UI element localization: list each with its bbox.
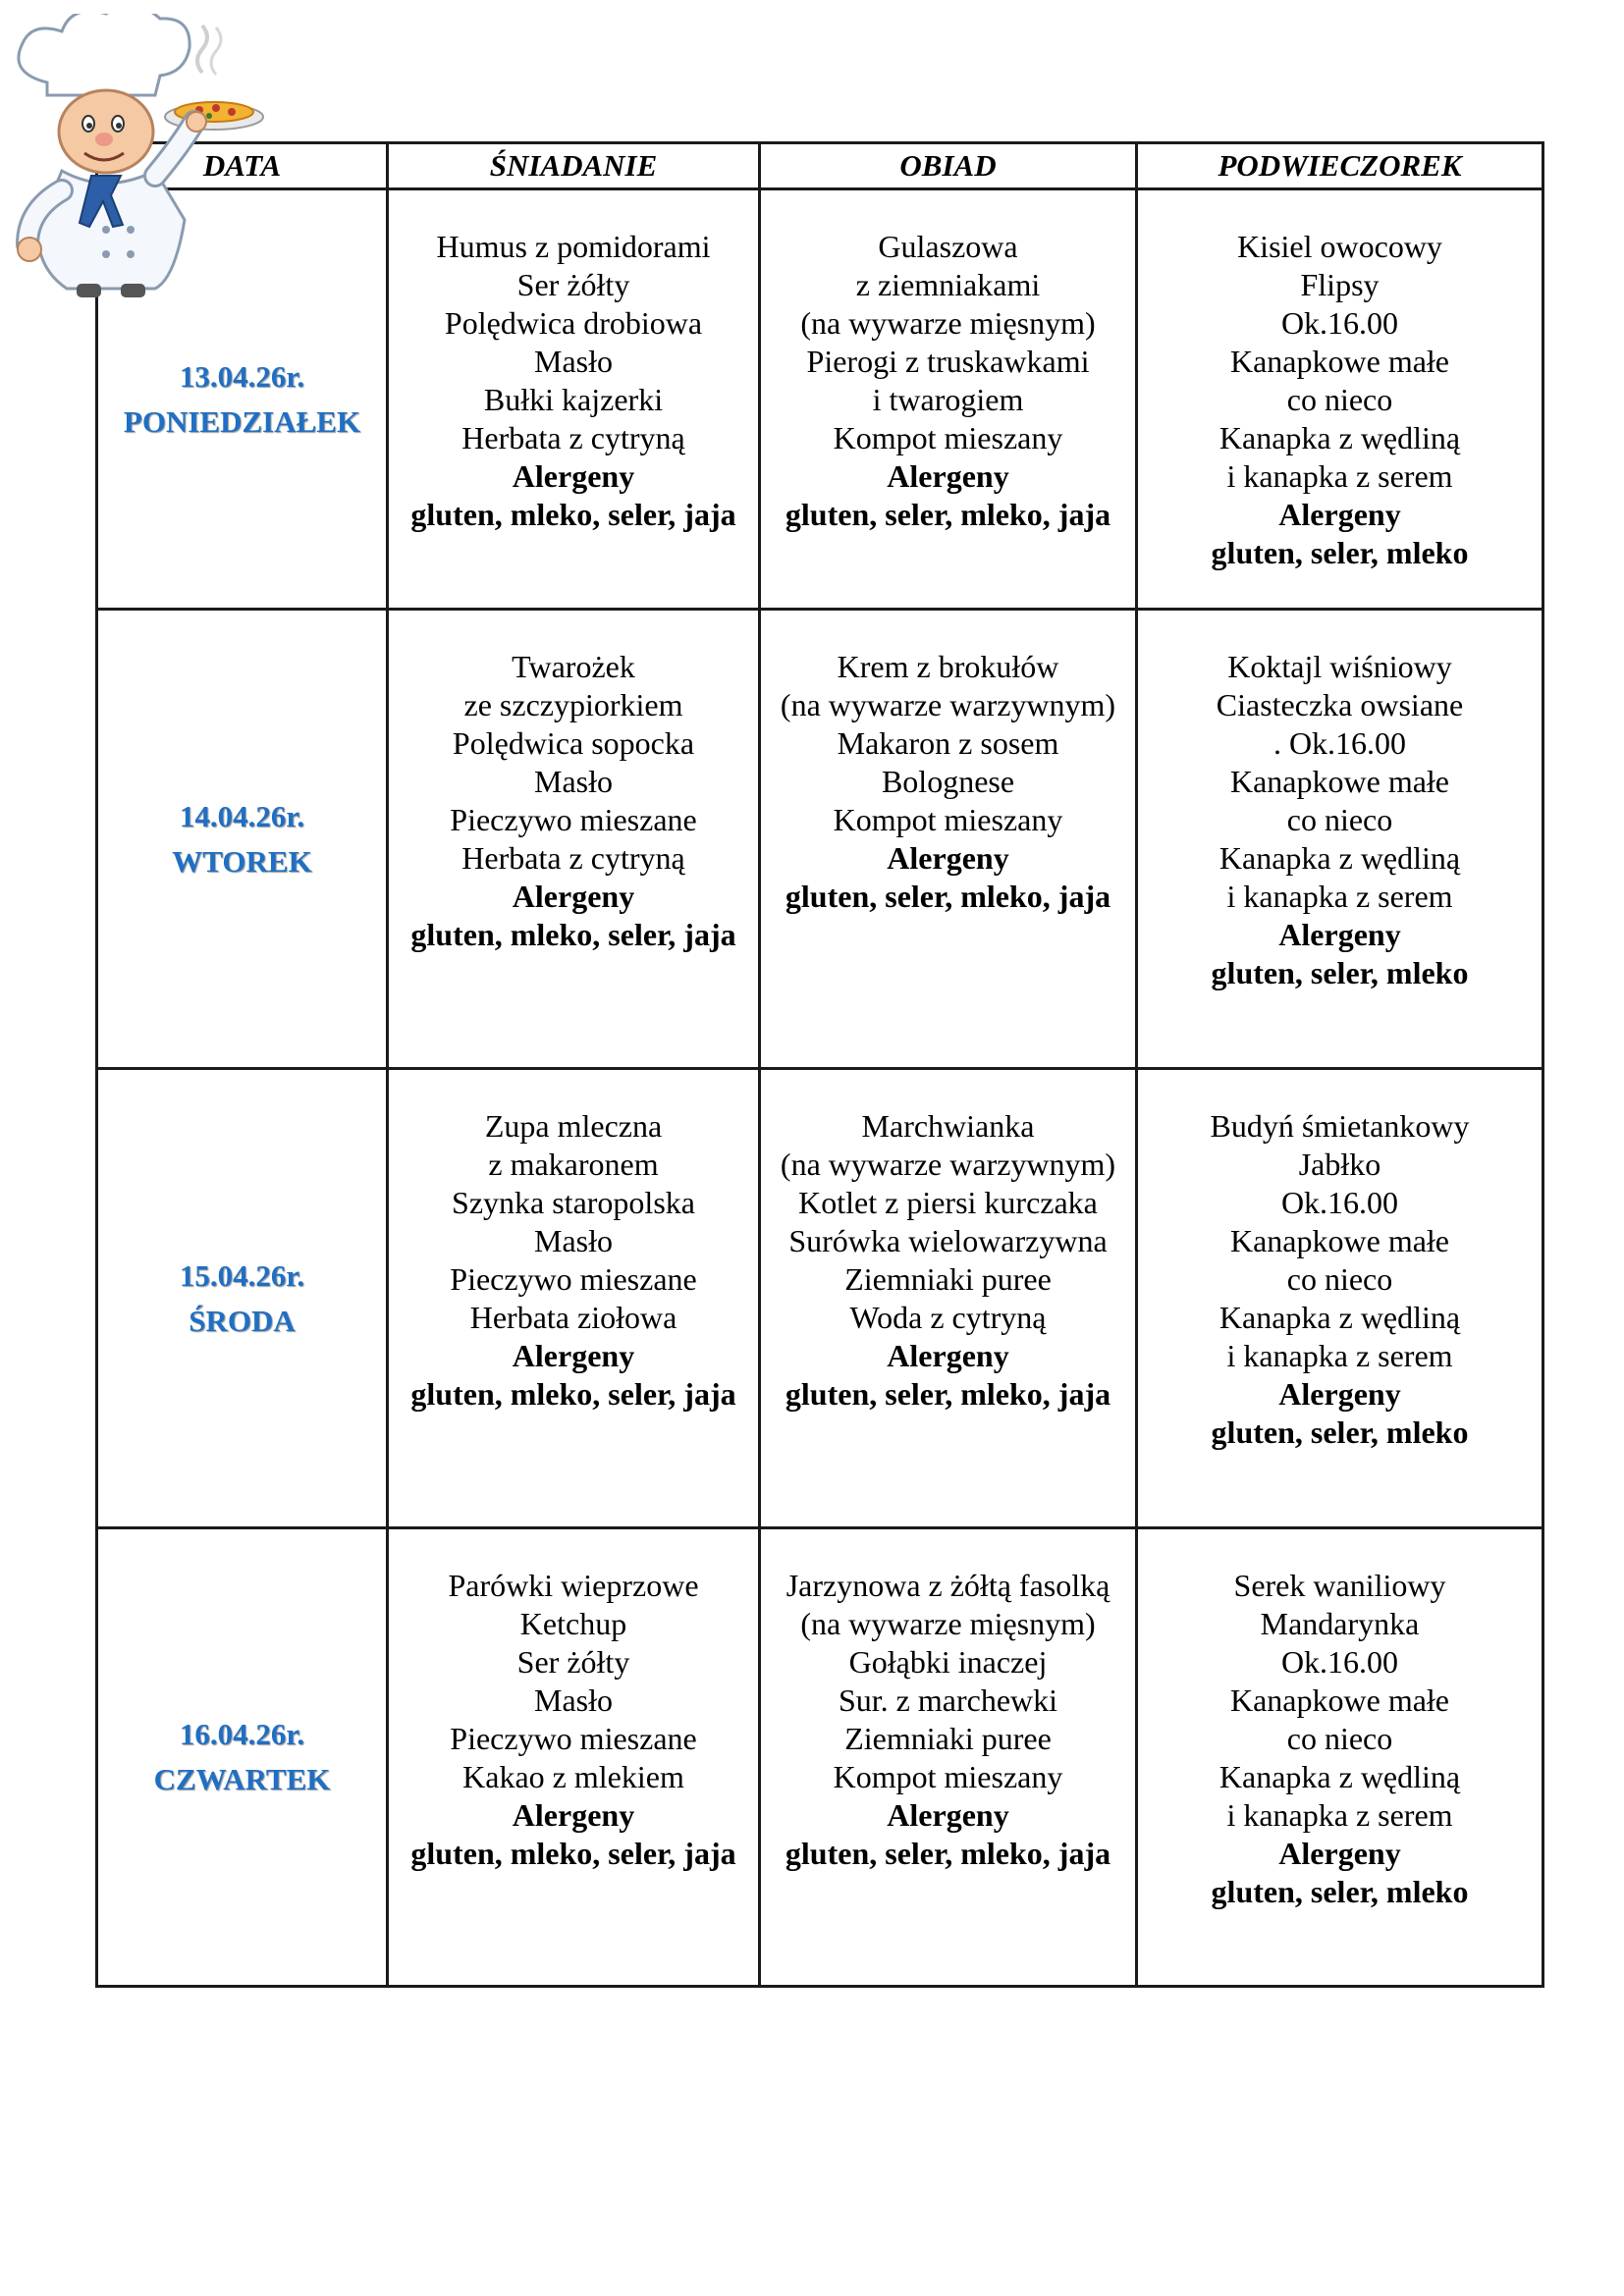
menu-item: Pierogi z truskawkami bbox=[806, 344, 1090, 379]
lunch-cell bbox=[760, 610, 1137, 1069]
menu-item: Ketchup bbox=[519, 1606, 627, 1641]
menu-item: co nieco bbox=[1286, 1721, 1393, 1756]
menu-item: Zupa mleczna bbox=[484, 1108, 663, 1144]
menu-item: Bolognese bbox=[881, 764, 1015, 799]
menu-item: Kompot mieszany bbox=[833, 1759, 1063, 1794]
allergens-label: Alergeny bbox=[1278, 1376, 1401, 1412]
menu-item: Masło bbox=[534, 344, 613, 379]
weekday-label: ŚRODA bbox=[189, 1303, 296, 1338]
menu-item: Kompot mieszany bbox=[833, 420, 1063, 455]
menu-item: Herbata z cytryną bbox=[461, 840, 685, 876]
breakfast-cell bbox=[388, 1528, 760, 1987]
menu-item: Gołąbki inaczej bbox=[848, 1644, 1048, 1680]
lunch-cell bbox=[760, 1528, 1137, 1987]
day-cell bbox=[97, 610, 388, 1069]
snack-cell bbox=[1137, 189, 1543, 610]
menu-item: Bułki kajzerki bbox=[483, 382, 664, 417]
allergens-list: gluten, seler, mleko, jaja bbox=[785, 497, 1111, 532]
allergens-list: gluten, seler, mleko bbox=[1211, 1874, 1469, 1909]
menu-item: Ok.16.00 bbox=[1280, 1644, 1399, 1680]
menu-item: co nieco bbox=[1286, 382, 1393, 417]
allergens-list: gluten, seler, mleko, jaja bbox=[785, 1376, 1111, 1412]
allergens-label: Alergeny bbox=[887, 458, 1009, 494]
chef-with-pizza-icon bbox=[8, 14, 278, 303]
header-lunch: OBIAD bbox=[760, 143, 1137, 189]
menu-item: Herbata z cytryną bbox=[461, 420, 685, 455]
weekly-menu-table bbox=[95, 141, 1544, 1988]
allergens-label: Alergeny bbox=[512, 1797, 635, 1833]
menu-item: Humus z pomidorami bbox=[436, 229, 711, 264]
header-snack: PODWIECZOREK bbox=[1137, 143, 1543, 189]
menu-item: i kanapka z serem bbox=[1226, 1338, 1453, 1373]
menu-item: Makaron z sosem bbox=[837, 725, 1059, 761]
menu-item: i kanapka z serem bbox=[1226, 458, 1453, 494]
day-cell bbox=[97, 1069, 388, 1528]
date-label: 14.04.26r. bbox=[179, 798, 305, 833]
allergens-label: Alergeny bbox=[512, 1338, 635, 1373]
menu-item: Kanapkowe małe bbox=[1229, 344, 1449, 379]
date-label: 15.04.26r. bbox=[179, 1257, 305, 1293]
table-row bbox=[97, 1528, 1543, 1987]
allergens-list: gluten, mleko, seler, jaja bbox=[410, 917, 736, 952]
menu-item: Ok.16.00 bbox=[1280, 305, 1399, 341]
menu-item: Sur. z marchewki bbox=[838, 1682, 1058, 1718]
menu-item: Kotlet z piersi kurczaka bbox=[798, 1185, 1098, 1220]
menu-item: i twarogiem bbox=[872, 382, 1024, 417]
allergens-label: Alergeny bbox=[887, 1338, 1009, 1373]
menu-item: Marchwianka bbox=[861, 1108, 1035, 1144]
menu-item: Kakao z mlekiem bbox=[462, 1759, 684, 1794]
breakfast-cell bbox=[388, 189, 760, 610]
allergens-label: Alergeny bbox=[887, 1797, 1009, 1833]
menu-item: Jabłko bbox=[1298, 1147, 1381, 1182]
menu-item: Kanapkowe małe bbox=[1229, 1223, 1449, 1258]
menu-item: Budyń śmietankowy bbox=[1210, 1108, 1470, 1144]
menu-item: Krem z brokułów bbox=[837, 649, 1059, 684]
allergens-list: gluten, seler, mleko, jaja bbox=[785, 1836, 1111, 1871]
menu-item: Kanapka z wędliną bbox=[1218, 420, 1461, 455]
allergens-list: gluten, seler, mleko bbox=[1211, 1415, 1469, 1450]
menu-item: Masło bbox=[534, 1682, 613, 1718]
menu-item: Kanapka z wędliną bbox=[1218, 1300, 1461, 1335]
menu-item: Surówka wielowarzywna bbox=[788, 1223, 1108, 1258]
menu-item: Pieczywo mieszane bbox=[450, 802, 697, 837]
lunch-cell bbox=[760, 1069, 1137, 1528]
menu-item: z ziemniakami bbox=[855, 267, 1041, 302]
menu-item: Szynka staropolska bbox=[452, 1185, 695, 1220]
menu-item: Pieczywo mieszane bbox=[450, 1721, 697, 1756]
menu-item: Masło bbox=[534, 1223, 613, 1258]
menu-item: Woda z cytryną bbox=[849, 1300, 1047, 1335]
weekday-label: WTOREK bbox=[172, 843, 312, 879]
table-row bbox=[97, 1069, 1543, 1528]
menu-item: Ziemniaki puree bbox=[844, 1261, 1052, 1297]
menu-item: i kanapka z serem bbox=[1226, 1797, 1453, 1833]
menu-item: Jarzynowa z żółtą fasolką bbox=[785, 1568, 1110, 1603]
allergens-label: Alergeny bbox=[1278, 1836, 1401, 1871]
allergens-label: Alergeny bbox=[1278, 497, 1401, 532]
day-cell bbox=[97, 1528, 388, 1987]
table-row bbox=[97, 610, 1543, 1069]
menu-item: Kanapkowe małe bbox=[1229, 1682, 1449, 1718]
weekday-label: CZWARTEK bbox=[153, 1762, 331, 1796]
menu-item: Koktajl wiśniowy bbox=[1227, 649, 1452, 684]
menu-item: Gulaszowa bbox=[878, 229, 1018, 264]
allergens-label: Alergeny bbox=[512, 458, 635, 494]
breakfast-cell bbox=[388, 1069, 760, 1528]
allergens-label: Alergeny bbox=[1278, 917, 1401, 952]
menu-item: (na wywarze warzywnym) bbox=[780, 1147, 1116, 1182]
date-label: 16.04.26r. bbox=[179, 1717, 305, 1751]
table-row bbox=[97, 189, 1543, 610]
allergens-label: Alergeny bbox=[887, 840, 1009, 876]
menu-item: Ser żółty bbox=[516, 267, 630, 302]
menu-item: Parówki wieprzowe bbox=[448, 1568, 699, 1603]
allergens-list: gluten, mleko, seler, jaja bbox=[410, 1836, 736, 1871]
menu-item: Serek waniliowy bbox=[1233, 1568, 1446, 1603]
breakfast-cell bbox=[388, 610, 760, 1069]
header-date: DATA bbox=[97, 143, 388, 189]
menu-item: Kompot mieszany bbox=[833, 802, 1063, 837]
menu-item: Masło bbox=[534, 764, 613, 799]
menu-item: ze szczypiorkiem bbox=[463, 687, 683, 722]
menu-item: Pieczywo mieszane bbox=[450, 1261, 697, 1297]
date-label: 13.04.26r. bbox=[179, 358, 305, 394]
menu-item: Herbata ziołowa bbox=[469, 1300, 677, 1335]
menu-item: Ciasteczka owsiane bbox=[1216, 687, 1464, 722]
allergens-list: gluten, seler, mleko bbox=[1211, 955, 1469, 990]
allergens-list: gluten, mleko, seler, jaja bbox=[410, 1376, 736, 1412]
menu-item: Kanapka z wędliną bbox=[1218, 840, 1461, 876]
menu-item: i kanapka z serem bbox=[1226, 879, 1453, 914]
menu-item: Polędwica drobiowa bbox=[444, 305, 703, 341]
lunch-cell bbox=[760, 189, 1137, 610]
menu-item: Flipsy bbox=[1300, 267, 1380, 302]
menu-item: Polędwica sopocka bbox=[452, 725, 695, 761]
menu-item: (na wywarze mięsnym) bbox=[800, 305, 1096, 341]
allergens-list: gluten, seler, mleko, jaja bbox=[785, 879, 1111, 914]
menu-item: co nieco bbox=[1286, 802, 1393, 837]
allergens-label: Alergeny bbox=[512, 879, 635, 914]
menu-item: (na wywarze mięsnym) bbox=[800, 1606, 1096, 1641]
menu-item: . Ok.16.00 bbox=[1272, 725, 1407, 761]
allergens-list: gluten, seler, mleko bbox=[1211, 535, 1469, 570]
snack-cell bbox=[1137, 1528, 1543, 1987]
header-row bbox=[97, 143, 1543, 189]
menu-item: Mandarynka bbox=[1260, 1606, 1420, 1641]
menu-item: z makaronem bbox=[488, 1147, 659, 1182]
menu-item: Kanapkowe małe bbox=[1229, 764, 1449, 799]
menu-item: Kisiel owocowy bbox=[1237, 229, 1442, 264]
menu-item: co nieco bbox=[1286, 1261, 1393, 1297]
snack-cell bbox=[1137, 610, 1543, 1069]
menu-item: Kanapka z wędliną bbox=[1218, 1759, 1461, 1794]
menu-item: (na wywarze warzywnym) bbox=[780, 687, 1116, 722]
menu-item: Ziemniaki puree bbox=[844, 1721, 1052, 1756]
menu-item: Ser żółty bbox=[516, 1644, 630, 1680]
menu-item: Twarożek bbox=[512, 649, 635, 684]
weekday-label: PONIEDZIAŁEK bbox=[123, 403, 361, 439]
allergens-list: gluten, mleko, seler, jaja bbox=[410, 497, 736, 532]
header-breakfast: ŚNIADANIE bbox=[388, 143, 760, 189]
menu-item: Ok.16.00 bbox=[1280, 1185, 1399, 1220]
snack-cell bbox=[1137, 1069, 1543, 1528]
